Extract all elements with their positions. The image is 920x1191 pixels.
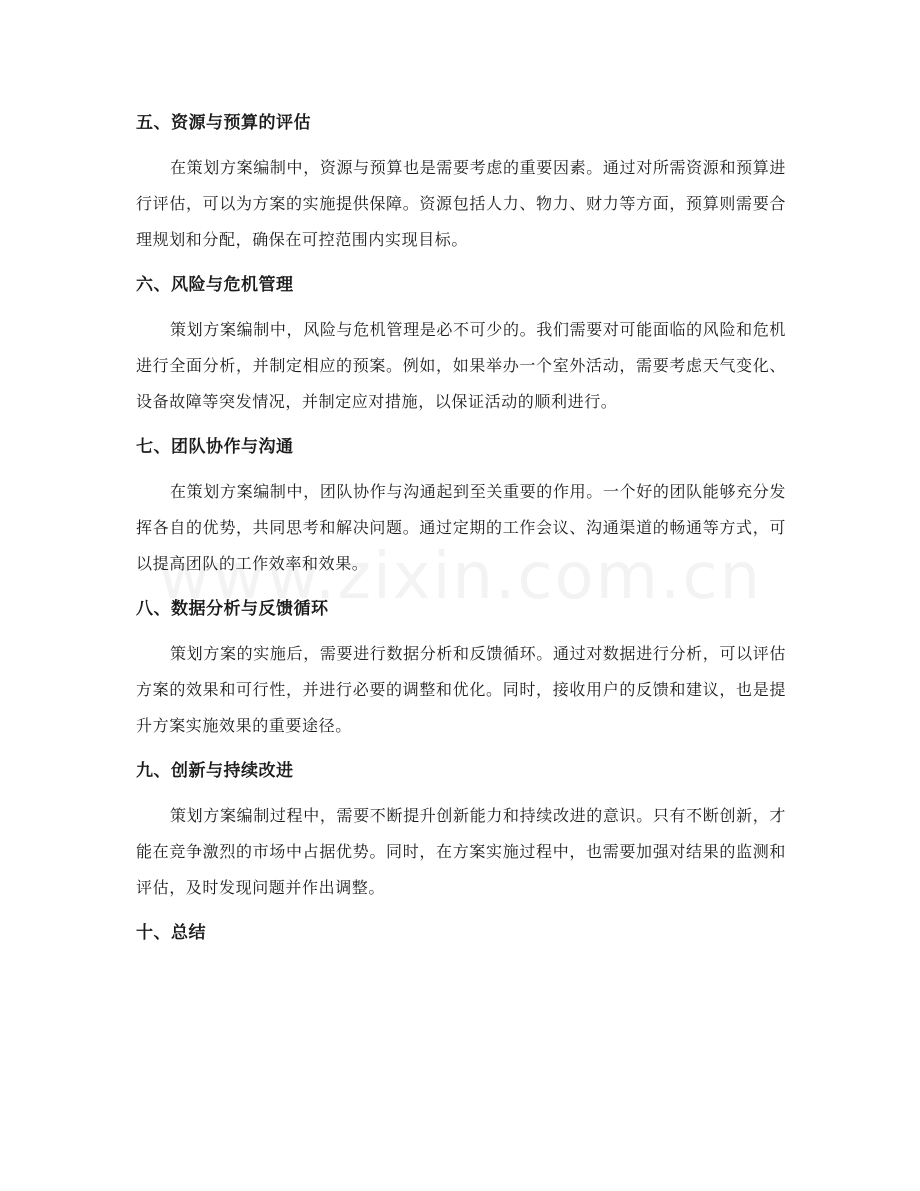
section-heading: 十、总结: [136, 923, 206, 943]
section-heading: 六、风险与危机管理: [136, 275, 294, 295]
section-teamwork: [136, 428, 786, 582]
section-heading: 九、创新与持续改进: [136, 761, 294, 781]
section-summary: [136, 914, 786, 952]
section-heading: 七、团队协作与沟通: [136, 437, 294, 457]
section-paragraph: 在策划方案编制中，资源与预算也是需要考虑的重要因素。通过对所需资源和预算进行评估，可以为方案的实施提供保障。资源包括人力、物力、财力等方面，预算则需要合理规划和分配，确保在可控范围内实现目标。: [136, 158, 786, 249]
section-paragraph: 策划方案编制过程中，需要不断提升创新能力和持续改进的意识。只有不断创新，才能在竞争激烈的市场中占据优势。同时，在方案实施过程中，也需要加强对结果的监测和评估，及时发现问题并作出调整。: [136, 806, 786, 897]
section-innovation: [136, 752, 786, 906]
document-content: [136, 104, 786, 956]
section-heading: 八、数据分析与反馈循环: [136, 599, 329, 619]
section-paragraph: 在策划方案编制中，团队协作与沟通起到至关重要的作用。一个好的团队能够充分发挥各自的优势，共同思考和解决问题。通过定期的工作会议、沟通渠道的畅通等方式，可以提高团队的工作效率和效果。: [136, 482, 786, 573]
section-paragraph: 策划方案的实施后，需要进行数据分析和反馈循环。通过对数据进行分析，可以评估方案的效果和可行性，并进行必要的调整和优化。同时，接收用户的反馈和建议，也是提升方案实施效果的重要途径。: [136, 644, 786, 735]
section-paragraph: 策划方案编制中，风险与危机管理是必不可少的。我们需要对可能面临的风险和危机进行全面分析，并制定相应的预案。例如，如果举办一个室外活动，需要考虑天气变化、设备故障等突发情况，并制定应对措施，以保证活动的顺利进行。: [136, 320, 786, 411]
section-heading: 五、资源与预算的评估: [136, 113, 311, 133]
section-risk-crisis: [136, 266, 786, 420]
section-resources-budget: [136, 104, 786, 258]
section-data-feedback: [136, 590, 786, 744]
